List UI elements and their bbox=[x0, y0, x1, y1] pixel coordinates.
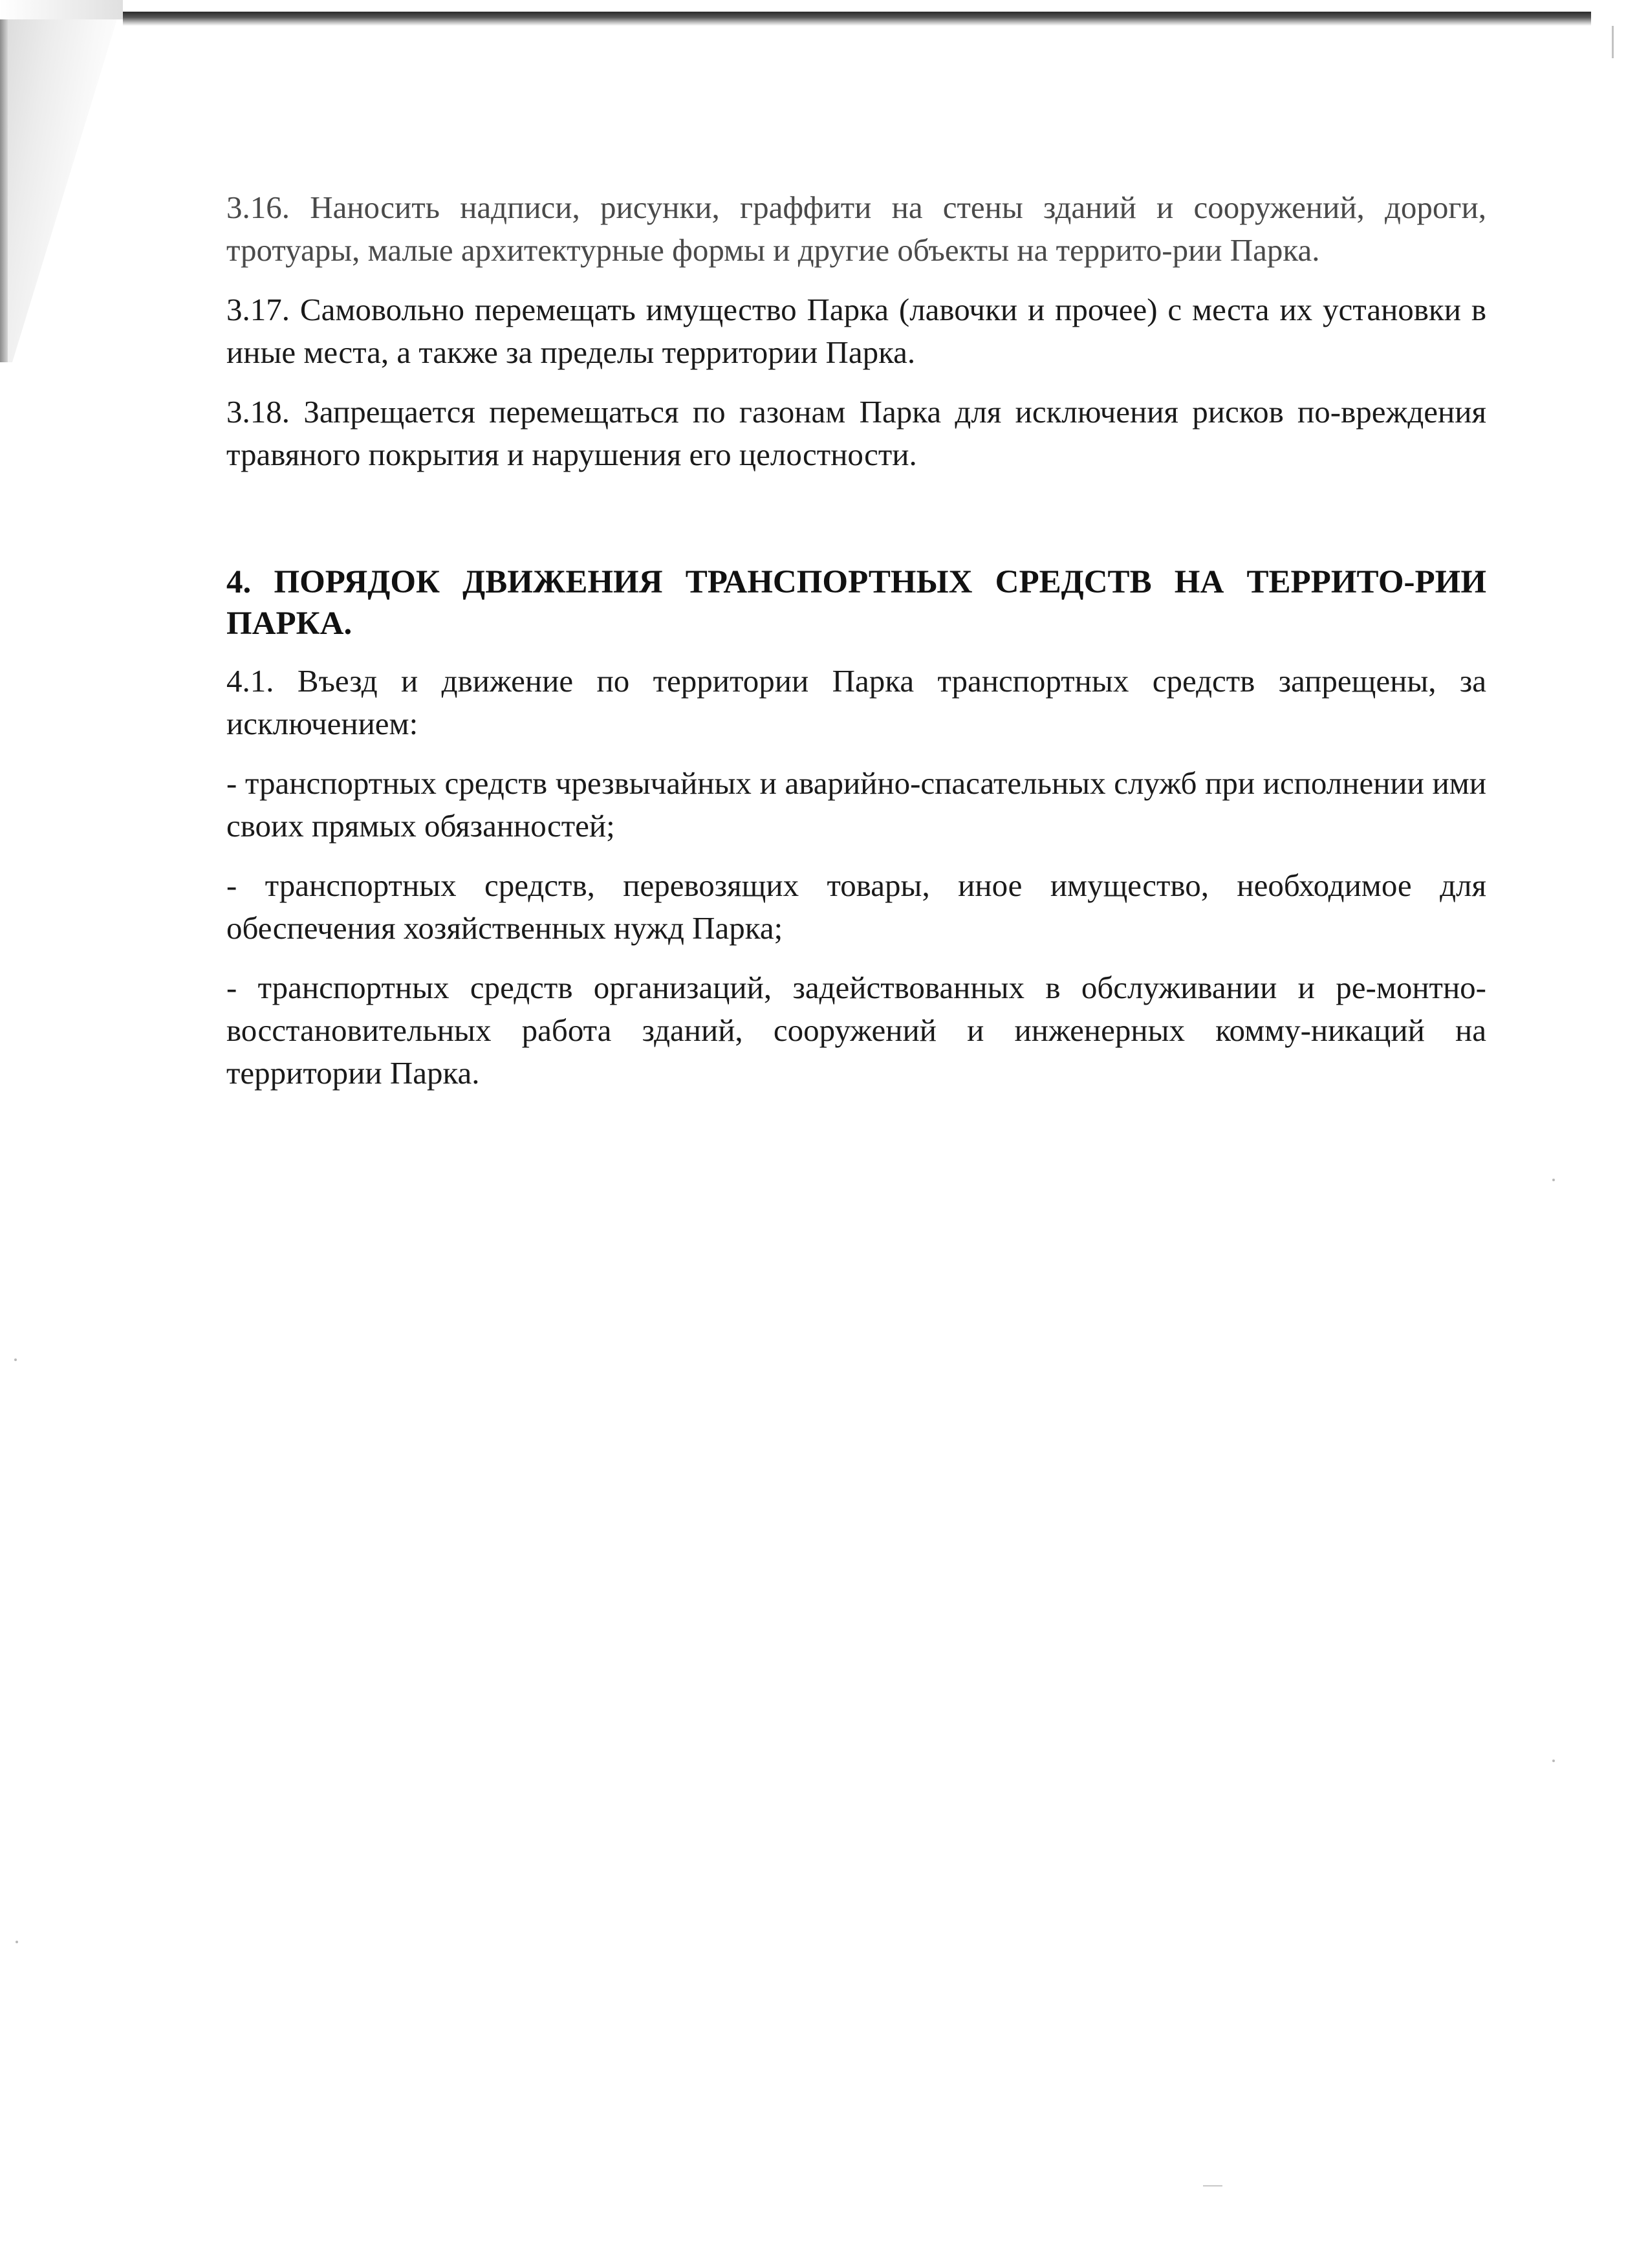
list-item-emergency-vehicles: - транспортных средств чрезвычайных и аварийно-спасательных служб при исполнении ими своих прямых обязанностей; bbox=[226, 765, 1486, 844]
paragraph-4-1: 4.1. Въезд и движение по территории Парка транспортных средств запрещены, за исключением: bbox=[226, 663, 1486, 741]
scan-speck bbox=[16, 1941, 18, 1943]
scan-speck bbox=[1552, 1760, 1555, 1762]
paragraph-3-18: 3.18. Запрещается перемещаться по газонам Парка для исключения рисков по-вреждения травяного покрытия и нарушения его целостности. bbox=[226, 394, 1486, 472]
scan-edge-top bbox=[123, 12, 1591, 26]
paragraph-3-16: 3.16. Наносить надписи, рисунки, граффити на стены зданий и сооружений, дороги, тротуары, малые архитектурные формы и другие объекты на террито-рии Парка. bbox=[226, 190, 1486, 268]
scan-speck bbox=[14, 1358, 17, 1361]
scan-shadow-left bbox=[0, 0, 123, 362]
scan-speck bbox=[1552, 1179, 1555, 1181]
section-4-heading: 4. ПОРЯДОК ДВИЖЕНИЯ ТРАНСПОРТНЫХ СРЕДСТВ НА ТЕРРИТО-РИИ ПАРКА. bbox=[226, 564, 1486, 642]
list-item-supply-vehicles: - транспортных средств, перевозящих товары, иное имущество, необходимое для обеспечения хозяйственных нужд Парка; bbox=[226, 867, 1486, 946]
paragraph-3-17: 3.17. Самовольно перемещать имущество Парка (лавочки и прочее) с места их установки в иные места, а также за пределы территории Парка. bbox=[226, 292, 1486, 370]
scan-speck bbox=[1203, 2185, 1222, 2186]
document-page bbox=[226, 186, 1486, 1111]
scan-edge-left bbox=[0, 0, 8, 362]
scan-mark-right bbox=[1598, 26, 1614, 58]
list-item-maintenance-vehicles: - транспортных средств организаций, задействованных в обслуживании и ре-монтно-восстановительных работа зданий, сооружений и инженерных комму-никаций на территории Парка. bbox=[226, 970, 1486, 1091]
